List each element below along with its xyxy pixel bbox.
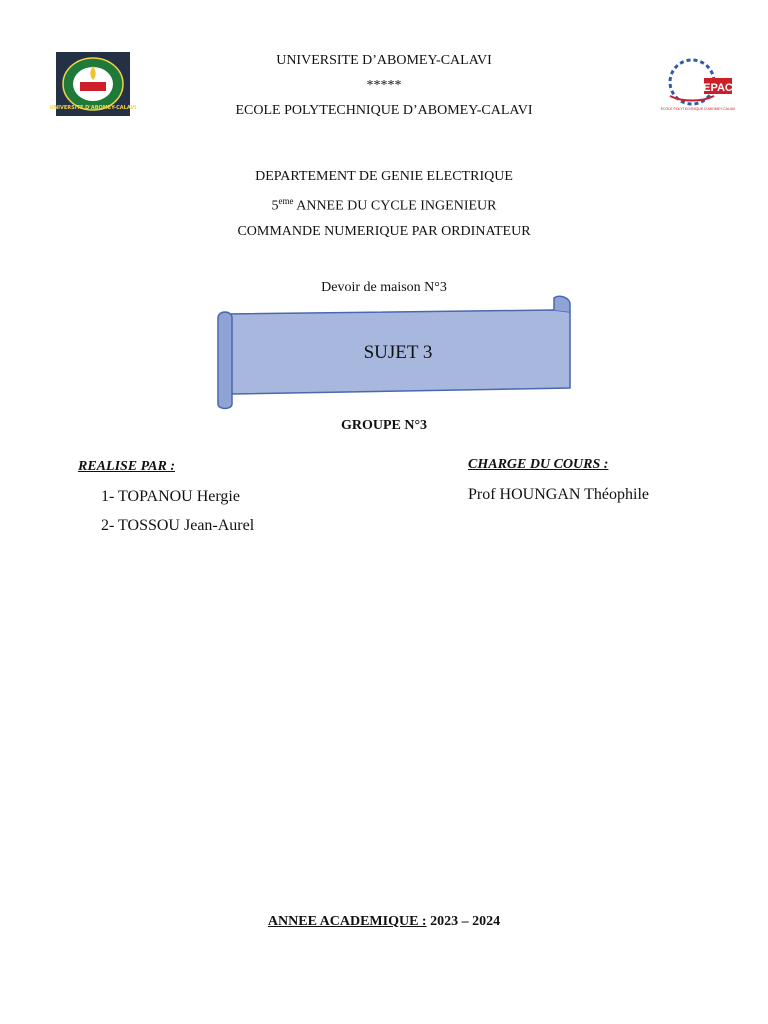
subject-title: SUJET 3 (363, 342, 433, 363)
authors-heading: REALISE PAR : (78, 459, 175, 474)
header-stars: ***** (366, 78, 402, 93)
uac-logo-text: UNIVERSITE D'ABOMEY-CALAVI (49, 105, 137, 111)
epac-logo-subtext: ECOLE POLYTECHNIQUE D'ABOMEY-CALAVI (660, 107, 736, 111)
year-line (0, 196, 768, 215)
academic-year (0, 914, 768, 930)
supervisor-heading: CHARGE DU COURS : (468, 457, 609, 472)
school-name: ECOLE POLYTECHNIQUE D’ABOMEY-CALAVI (235, 103, 533, 118)
university-name: UNIVERSITE D’ABOMEY-CALAVI (276, 53, 492, 68)
supervisor-name: Prof HOUNGAN Théophile (468, 486, 650, 503)
group-title: GROUPE N°3 (340, 418, 428, 433)
department-name: DEPARTEMENT DE GENIE ELECTRIQUE (255, 169, 513, 184)
year-number: 5 (271, 198, 279, 214)
assignment-title: Devoir de maison N°3 (321, 280, 447, 295)
year-rest: ANNEE DU CYCLE INGENIEUR (293, 198, 497, 214)
academic-year-label: ANNEE ACADEMIQUE : (267, 914, 427, 929)
academic-year-value: 2023 – 2024 (426, 914, 501, 929)
course-name: COMMANDE NUMERIQUE PAR ORDINATEUR (237, 224, 531, 239)
year-superscript: eme (278, 196, 294, 206)
epac-logo-text: EPAC (703, 82, 733, 94)
author-item: 2- TOSSOU Jean-Aurel (101, 517, 255, 534)
author-item: 1- TOPANOU Hergie (101, 488, 240, 505)
